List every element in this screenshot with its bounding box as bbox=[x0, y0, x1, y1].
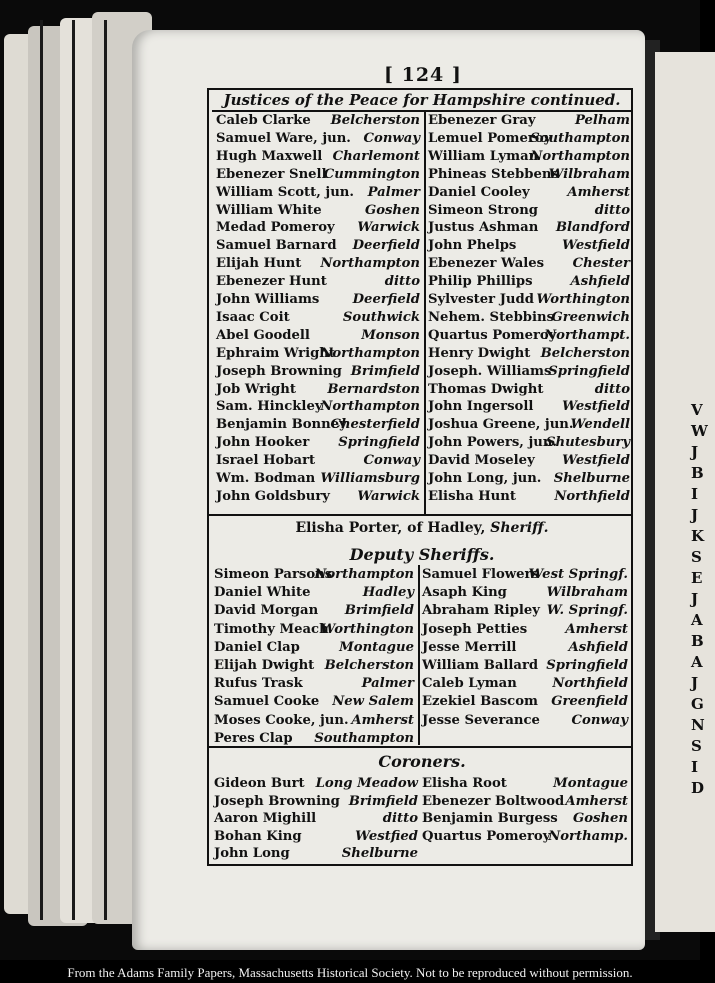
entry-place: Shelburne bbox=[341, 846, 418, 862]
entry-row bbox=[428, 327, 630, 345]
entry-name: David Morgan bbox=[214, 603, 319, 619]
entry-row bbox=[214, 730, 414, 748]
entry-place: ditto bbox=[594, 202, 630, 218]
entry-row bbox=[428, 112, 630, 130]
entry-place: Montague bbox=[553, 776, 628, 791]
entry-row bbox=[428, 219, 630, 237]
entry-row bbox=[428, 202, 630, 220]
section-title: Justices of the Peace for Hampshire continued. bbox=[212, 90, 632, 112]
copyright-caption: From the Adams Family Papers, Massachusetts Historical Society. Not to be reproduced without permission. bbox=[67, 965, 633, 980]
entry-place: Chesterfield bbox=[330, 417, 420, 433]
entry-row bbox=[216, 363, 420, 381]
entry-place: New Salem bbox=[332, 694, 414, 710]
entry-row bbox=[422, 810, 628, 828]
entry-name: David Moseley bbox=[428, 453, 535, 469]
entry-place: Springfield bbox=[546, 658, 628, 673]
entry-place: Westfield bbox=[562, 238, 630, 254]
entry-name: Rufus Trask bbox=[214, 676, 303, 692]
entry-place: Long Meadow bbox=[315, 776, 418, 791]
entry-place: Wilbraham bbox=[546, 585, 628, 601]
entry-row bbox=[428, 237, 630, 255]
entry-name: Sylvester Judd bbox=[428, 292, 534, 307]
entry-place: Palmer bbox=[367, 184, 420, 200]
facing-page bbox=[655, 52, 715, 932]
entry-place: Warwick bbox=[357, 488, 420, 504]
entry-place: Belcherston bbox=[324, 658, 414, 673]
entry-name: Isaac Coit bbox=[216, 309, 290, 325]
entry-row bbox=[422, 621, 628, 639]
entry-place: Greenwich bbox=[551, 309, 630, 325]
entry-name: Henry Dwight bbox=[428, 345, 531, 361]
entry-row bbox=[216, 434, 420, 452]
entry-place: Worthington bbox=[320, 621, 414, 637]
entry-name: Abraham Ripley bbox=[422, 603, 540, 619]
entry-place: Chester bbox=[572, 256, 630, 272]
entry-name: John Long bbox=[214, 846, 290, 862]
entry-name: William Lyman bbox=[428, 148, 539, 164]
entry-name: John Ingersoll bbox=[428, 399, 534, 415]
entry-name: Medad Pomeroy bbox=[216, 220, 335, 236]
section-divider bbox=[207, 514, 633, 516]
entry-row bbox=[428, 416, 630, 434]
entry-name: Ebenezer Gray bbox=[428, 113, 536, 128]
entry-row bbox=[216, 219, 420, 237]
entry-name: Job Wright bbox=[216, 381, 296, 397]
entry-place: Shelburne bbox=[553, 471, 630, 486]
page-shadow bbox=[72, 20, 75, 920]
entry-name: Joseph Browning bbox=[216, 363, 342, 379]
entry-place: Conway bbox=[571, 712, 628, 728]
entry-name: John Hooker bbox=[216, 435, 310, 451]
entry-name: John Goldsbury bbox=[216, 488, 330, 504]
entry-name: Thomas Dwight bbox=[428, 381, 544, 397]
entry-place: Northampt. bbox=[544, 327, 630, 343]
entry-name: Elijah Hunt bbox=[216, 256, 302, 272]
coroners-heading: Coroners. bbox=[378, 752, 466, 771]
entry-row bbox=[216, 381, 420, 399]
entry-place: Northampton bbox=[314, 567, 414, 582]
facing-page-letter: G bbox=[691, 695, 704, 713]
entry-name: Ebenezer Hunt bbox=[216, 274, 327, 290]
entry-name: Benjamin Bonney bbox=[216, 417, 347, 433]
entry-place: Monson bbox=[361, 327, 420, 343]
entry-place: ditto bbox=[384, 274, 420, 290]
entry-row bbox=[216, 470, 420, 488]
entry-name: Bohan King bbox=[214, 828, 302, 844]
entry-place: Conway bbox=[363, 130, 420, 146]
entry-row bbox=[422, 793, 628, 811]
facing-page-letter: N bbox=[691, 716, 705, 734]
entry-row bbox=[428, 381, 630, 399]
entry-row bbox=[214, 845, 418, 863]
facing-page-letter: I bbox=[691, 485, 699, 503]
entry-row bbox=[428, 434, 630, 452]
entry-place: Brimfield bbox=[348, 793, 418, 809]
page-number: [ 124 ] bbox=[384, 64, 462, 86]
entry-row bbox=[422, 675, 628, 693]
facing-page-letter: E bbox=[691, 569, 703, 587]
entry-name: John Long, jun. bbox=[428, 471, 542, 486]
entry-row bbox=[214, 675, 414, 693]
entry-place: Shutesbury bbox=[545, 435, 630, 451]
entry-row bbox=[428, 488, 630, 506]
entry-row bbox=[214, 693, 414, 711]
entry-row bbox=[214, 566, 414, 584]
column-divider bbox=[424, 110, 426, 514]
page-shadow bbox=[40, 20, 43, 920]
entry-row bbox=[214, 657, 414, 675]
entry-name: William White bbox=[216, 202, 322, 218]
entry-place: Ashfield bbox=[568, 639, 628, 655]
column-divider bbox=[418, 565, 420, 745]
page-shadow bbox=[104, 20, 107, 920]
entry-place: Wilbraham bbox=[548, 166, 630, 182]
entry-name: Phineas Stebbens bbox=[428, 166, 559, 182]
entry-place: Ashfield bbox=[570, 274, 630, 290]
entry-place: Springfield bbox=[548, 363, 630, 379]
entry-place: West Springf. bbox=[528, 567, 628, 582]
entry-place: Amherst bbox=[567, 184, 630, 200]
entry-name: Nehem. Stebbins bbox=[428, 309, 555, 325]
entry-name: Elisha Root bbox=[422, 776, 507, 791]
entry-name: Justus Ashman bbox=[428, 220, 539, 236]
entry-place: Blandford bbox=[555, 220, 630, 236]
entry-name: John Powers, jun. bbox=[428, 435, 557, 451]
facing-page-letter: J bbox=[691, 506, 699, 524]
entry-row bbox=[428, 452, 630, 470]
facing-page-letters bbox=[691, 400, 708, 799]
entry-name: Ezekiel Bascom bbox=[422, 694, 538, 710]
entry-place: Montague bbox=[339, 639, 414, 655]
entry-place: ditto bbox=[594, 381, 630, 397]
sheriff-place: of Hadley, bbox=[407, 520, 486, 536]
entry-row bbox=[214, 828, 418, 846]
entry-name: Caleb Clarke bbox=[216, 113, 311, 128]
facing-page-letter: J bbox=[691, 674, 699, 692]
entry-place: Palmer bbox=[361, 676, 414, 692]
entry-row bbox=[216, 488, 420, 506]
entry-row bbox=[216, 416, 420, 434]
entry-name: Peres Clap bbox=[214, 730, 293, 746]
entry-name: Ebenezer Snell bbox=[216, 166, 327, 182]
entry-row bbox=[216, 309, 420, 327]
entry-place: Goshen bbox=[364, 202, 420, 218]
entry-name: Quartus Pomeroy bbox=[422, 828, 551, 844]
entry-row bbox=[428, 255, 630, 273]
entry-row bbox=[428, 148, 630, 166]
entry-row bbox=[214, 810, 418, 828]
entry-place: Belcherston bbox=[330, 113, 420, 128]
entry-place: Belcherston bbox=[540, 345, 630, 361]
entry-name: John Phelps bbox=[428, 238, 517, 254]
entry-name: Simeon Strong bbox=[428, 202, 539, 218]
facing-page-letter: S bbox=[691, 548, 702, 566]
facing-page-letter: V bbox=[691, 401, 703, 419]
facing-page-letter: A bbox=[691, 653, 703, 671]
entry-place: Greenfield bbox=[551, 694, 628, 710]
entry-row bbox=[428, 398, 630, 416]
entry-place: Southampton bbox=[530, 130, 630, 146]
entry-row bbox=[422, 639, 628, 657]
entry-row bbox=[216, 237, 420, 255]
entry-row bbox=[214, 602, 414, 620]
entry-place: Deerfield bbox=[352, 238, 420, 254]
entry-name: Abel Goodell bbox=[216, 327, 310, 343]
facing-page-letter: B bbox=[691, 632, 704, 650]
entry-row bbox=[216, 130, 420, 148]
entry-place: Westfield bbox=[562, 399, 630, 415]
entry-name: Samuel Barnard bbox=[216, 238, 337, 254]
entry-row bbox=[214, 712, 414, 730]
entry-row bbox=[216, 166, 420, 184]
entry-name: Israel Hobart bbox=[216, 453, 316, 469]
entry-name: Samuel Cooke bbox=[214, 694, 320, 710]
entry-place: Charlemont bbox=[332, 148, 420, 164]
entry-place: Northampton bbox=[530, 148, 630, 164]
facing-page-letter: J bbox=[691, 590, 699, 608]
entry-place: Northampton bbox=[320, 345, 420, 361]
entry-row bbox=[214, 621, 414, 639]
entry-place: Goshen bbox=[572, 811, 628, 827]
entry-row bbox=[428, 184, 630, 202]
facing-page-letter: W bbox=[691, 422, 708, 440]
entry-place: Amherst bbox=[565, 793, 628, 809]
entry-row bbox=[428, 166, 630, 184]
entry-row bbox=[422, 693, 628, 711]
entry-place: ditto bbox=[382, 811, 418, 827]
entry-place: Northampton bbox=[320, 399, 420, 415]
entry-name: Gideon Burt bbox=[214, 776, 305, 791]
entry-place: Southwick bbox=[342, 309, 420, 325]
entry-row bbox=[428, 273, 630, 291]
facing-page-letter: I bbox=[691, 758, 699, 776]
sheriff-line bbox=[212, 520, 632, 536]
entry-place: Brimfield bbox=[350, 363, 420, 379]
entry-name: Daniel Cooley bbox=[428, 184, 530, 200]
entry-name: Sam. Hinckley bbox=[216, 399, 323, 415]
entry-row bbox=[216, 291, 420, 309]
entry-row bbox=[216, 273, 420, 291]
sheriff-title: Sheriff. bbox=[490, 520, 549, 536]
entry-row bbox=[216, 255, 420, 273]
entry-name: Jesse Merrill bbox=[422, 639, 517, 655]
entry-row bbox=[422, 602, 628, 620]
entry-name: Quartus Pomeroy bbox=[428, 327, 557, 343]
entry-row bbox=[216, 345, 420, 363]
entry-row bbox=[422, 775, 628, 793]
entry-row bbox=[214, 639, 414, 657]
entry-place: Hadley bbox=[362, 585, 414, 601]
entry-place: Deerfield bbox=[352, 292, 420, 307]
entry-name: Daniel White bbox=[214, 585, 311, 601]
entry-row bbox=[422, 657, 628, 675]
entry-place: Worthington bbox=[536, 292, 630, 307]
entry-row bbox=[216, 148, 420, 166]
entry-row bbox=[428, 470, 630, 488]
entry-place: Northampton bbox=[320, 256, 420, 272]
entry-row bbox=[214, 584, 414, 602]
entry-name: Jesse Severance bbox=[422, 712, 540, 728]
entry-place: Westfield bbox=[562, 453, 630, 469]
deputy-heading: Deputy Sheriffs. bbox=[349, 545, 495, 564]
entry-place: Springfield bbox=[338, 435, 420, 451]
entry-row bbox=[422, 584, 628, 602]
entry-name: William Scott, jun. bbox=[216, 184, 354, 200]
facing-page-letter: S bbox=[691, 737, 702, 755]
entry-name: Samuel Flowers bbox=[422, 567, 539, 582]
entry-place: W. Springf. bbox=[546, 603, 628, 619]
entry-name: Elijah Dwight bbox=[214, 658, 315, 673]
entry-place: Northfield bbox=[552, 676, 628, 692]
sheriff-name: Elisha Porter, bbox=[295, 520, 403, 536]
entry-name: Moses Cooke, jun. bbox=[214, 712, 349, 728]
entry-row bbox=[428, 363, 630, 381]
entry-row bbox=[216, 112, 420, 130]
entry-name: Wm. Bodman bbox=[216, 471, 316, 486]
entry-row bbox=[428, 291, 630, 309]
entry-place: Conway bbox=[363, 453, 420, 469]
facing-page-letter: B bbox=[691, 464, 704, 482]
entry-name: Caleb Lyman bbox=[422, 676, 517, 692]
entry-place: Bernardston bbox=[327, 381, 420, 397]
entry-name: Benjamin Burgess bbox=[422, 811, 558, 827]
entry-place: Southampton bbox=[314, 730, 414, 746]
entry-place: Cummington bbox=[323, 166, 420, 182]
entry-row bbox=[422, 828, 628, 846]
facing-page-letter: J bbox=[691, 443, 699, 461]
entry-place: Northamp. bbox=[548, 828, 628, 844]
entry-name: Ephraim Wright bbox=[216, 345, 335, 361]
entry-name: Daniel Clap bbox=[214, 639, 300, 655]
entry-row bbox=[428, 345, 630, 363]
entry-place: Amherst bbox=[565, 621, 628, 637]
entry-place: Wendell bbox=[570, 417, 630, 433]
entry-row bbox=[216, 327, 420, 345]
entry-name: Joshua Greene, jun. bbox=[428, 417, 574, 433]
entry-place: Amherst bbox=[351, 712, 414, 728]
entry-name: Hugh Maxwell bbox=[216, 148, 323, 164]
entry-name: Elisha Hunt bbox=[428, 488, 516, 504]
entry-name: Simeon Parsons bbox=[214, 567, 333, 582]
entry-name: Joseph. Williams bbox=[428, 363, 552, 379]
entry-row bbox=[216, 202, 420, 220]
entry-row bbox=[216, 184, 420, 202]
entry-name: Timothy Meach bbox=[214, 621, 329, 637]
entry-name: Asaph King bbox=[422, 585, 507, 601]
entry-name: William Ballard bbox=[422, 658, 539, 673]
entry-name: Samuel Ware, jun. bbox=[216, 130, 351, 146]
entry-name: Aaron Mighill bbox=[214, 811, 317, 827]
facing-page-letter: K bbox=[691, 527, 705, 545]
entry-place: Westfied bbox=[355, 828, 418, 844]
entry-row bbox=[428, 130, 630, 148]
entry-place: Brimfield bbox=[344, 603, 414, 619]
entry-name: Lemuel Pomeroy bbox=[428, 130, 552, 146]
entry-row bbox=[214, 793, 418, 811]
entry-row bbox=[216, 398, 420, 416]
entry-place: Pelham bbox=[574, 113, 630, 128]
facing-page-letter: D bbox=[691, 779, 705, 797]
entry-name: John Williams bbox=[216, 292, 320, 307]
entry-row bbox=[216, 452, 420, 470]
entry-row bbox=[214, 775, 418, 793]
entry-place: Warwick bbox=[357, 220, 420, 236]
entry-place: Northfield bbox=[554, 488, 630, 504]
facing-page-letter: A bbox=[691, 611, 703, 629]
entry-name: Philip Phillips bbox=[428, 274, 533, 290]
entry-name: Joseph Petties bbox=[422, 621, 528, 637]
entry-name: Joseph Browning bbox=[214, 793, 340, 809]
entry-place: Williamsburg bbox=[320, 471, 420, 486]
entry-name: Ebenezer Wales bbox=[428, 256, 545, 272]
entry-row bbox=[428, 309, 630, 327]
entry-row bbox=[422, 566, 628, 584]
entry-name: Ebenezer Boltwood bbox=[422, 793, 565, 809]
entry-row bbox=[422, 712, 628, 730]
